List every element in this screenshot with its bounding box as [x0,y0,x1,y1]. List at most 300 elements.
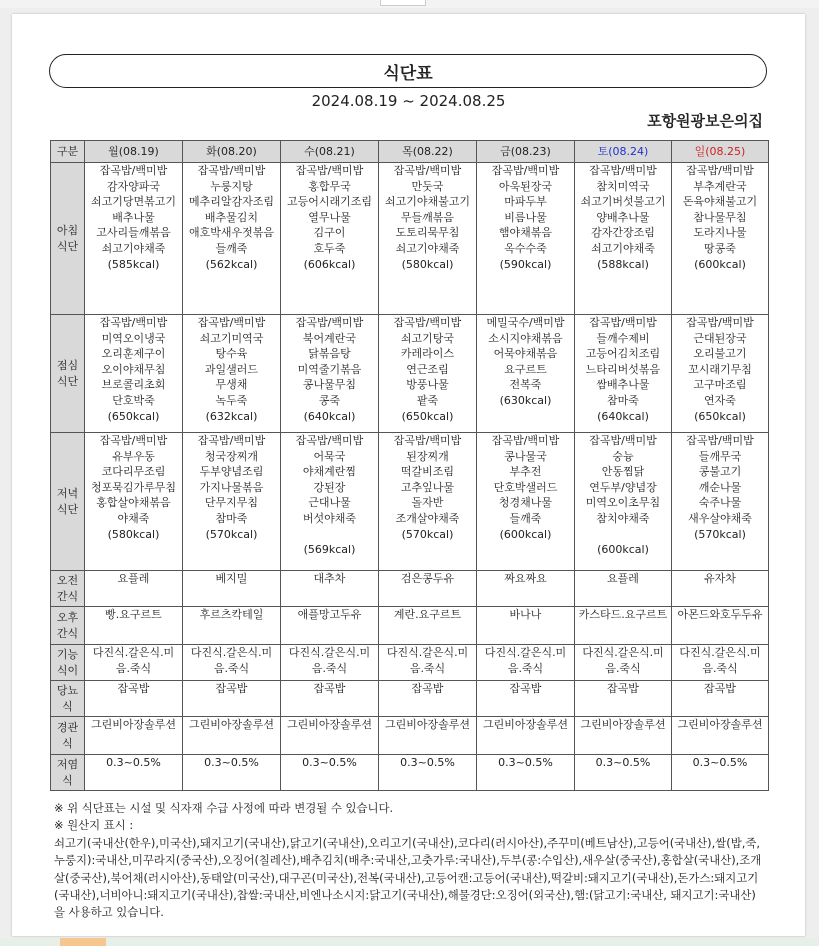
menu-cell [477,717,575,755]
menu-cell [379,717,477,755]
menu-item: 브로콜리초회 [101,378,166,392]
menu-cell [183,681,281,717]
menu-item: 다진식.갈은식.미음.죽식 [190,646,273,675]
menu-item: 홍합무국 [308,179,351,193]
menu-item: 꼬시래기무침 [688,362,752,376]
menu-item: 햄야채볶음 [498,226,553,240]
menu-cell [281,645,379,681]
menu-item: 어묵국 [313,449,346,463]
menu-item: 참나물무침 [693,210,747,224]
menu-cell [575,717,672,755]
menu-item: 숭늉 [612,449,634,463]
menu-item: 연자죽 [704,393,736,407]
menu-item: 들깨죽 [215,241,248,255]
menu-item: 도토리묵무침 [395,226,460,240]
menu-item: 잡곡밥/백미밥 [393,316,462,329]
menu-item: (600kcal) [694,257,746,271]
row-label [51,163,85,315]
menu-item: 그린비아장솔루션 [580,718,666,731]
menu-item: 잡곡밥 [313,682,346,695]
menu-cell [183,755,281,791]
menu-item: 다진식.갈은식.미음.죽식 [288,646,371,675]
menu-row [51,163,769,315]
menu-cell [575,433,672,571]
menu-item: 다진식.갈은식.미음.죽식 [484,646,567,675]
menu-item: 잡곡밥/백미밥 [99,434,168,447]
menu-item: 들깨무국 [698,449,742,463]
menu-item: 잡곡밥/백미밥 [295,164,364,177]
menu-item: 잡곡밥 [117,682,150,695]
menu-item: 고사리들깨볶음 [96,226,171,240]
menu-cell [281,717,379,755]
menu-cell [281,315,379,433]
menu-item: 0.3~0.5% [302,756,357,769]
menu-item: 0.3~0.5% [498,756,553,769]
menu-item: 잡곡밥/백미밥 [295,434,364,447]
menu-item: 옥수수죽 [504,241,547,255]
menu-item: 가지나물볶음 [199,480,264,494]
menu-cell [183,163,281,315]
row-label [51,571,85,607]
menu-item: 잡곡밥 [509,682,542,695]
menu-item: (650kcal) [401,409,454,423]
row-label [51,315,85,433]
menu-item: 참마죽 [607,393,639,407]
menu-item: 아욱된장국 [498,179,553,193]
menu-cell [575,607,672,645]
menu-item: 전복죽 [509,378,542,392]
menu-item: 단호박죽 [112,393,155,407]
menu-item: (650kcal) [107,409,160,423]
row-label-line: 식 [62,699,73,713]
menu-cell [281,571,379,607]
menu-item: 콩불고기 [698,465,742,479]
day-header-saturday: 토(08.24) [575,141,672,163]
menu-item: (650kcal) [694,409,746,423]
menu-item: 쇠고기야채죽 [395,241,460,255]
menu-item: 쇠고기당면볶고기 [90,195,176,209]
menu-item: 애호박새우젓볶음 [188,226,274,240]
menu-item: 후르츠칵테일 [199,608,264,621]
menu-item: 들깨수제비 [596,331,650,345]
menu-item: 양배추나물 [596,210,650,224]
note-origin-title: ※ 원산지 표시 : [54,818,134,833]
menu-item: 그린비아장솔루션 [482,718,568,731]
menu-item: (640kcal) [303,409,356,423]
menu-cell [379,315,477,433]
menu-cell [672,681,769,717]
menu-item: 그린비아장솔루션 [384,718,470,731]
menu-item: 감자양파국 [106,179,161,193]
menu-item: 녹두죽 [215,393,248,407]
menu-item: (630kcal) [499,393,552,407]
menu-item: 잡곡밥/백미밥 [393,164,462,177]
row-label-line: 오전 [56,573,79,587]
viewer-bottom-tab[interactable] [60,938,106,946]
menu-item: 0.3~0.5% [204,756,259,769]
row-label [51,607,85,645]
menu-cell [379,571,477,607]
menu-item: 잡곡밥/백미밥 [393,434,462,447]
menu-item: 바나나 [509,608,542,621]
menu-item: 근대된장국 [693,331,747,345]
menu-cell [281,681,379,717]
menu-item: (585kcal) [107,257,160,271]
menu-item: 다진식.갈은식.미음.죽식 [92,646,175,675]
menu-cell [672,645,769,681]
menu-cell [672,315,769,433]
menu-item: 조개살야채죽 [395,511,460,525]
menu-item: 아몬드와호두두유 [677,608,763,621]
menu-cell [85,163,183,315]
menu-item: 연두부/양념장 [589,480,657,494]
menu-cell [85,315,183,433]
menu-item: (570kcal) [694,527,746,541]
menu-item: 잡곡밥/백미밥 [686,316,754,329]
menu-item: 애플망고두유 [297,608,362,621]
menu-row [51,717,769,755]
menu-item: 방풍나물 [406,378,449,392]
row-label [51,433,85,571]
menu-item: (600kcal) [597,543,649,557]
menu-table [50,140,769,791]
menu-item: 쇠고기버섯불고기 [580,195,666,209]
row-label-line: 오후 [56,610,79,624]
row-label-line: 저녁 [56,486,79,500]
day-header: 수(08.21) [281,141,379,163]
document-page [12,14,805,936]
menu-item: 요구르트 [504,362,547,376]
menu-item: 0.3~0.5% [595,756,651,769]
menu-cell [477,645,575,681]
row-label-line: 식단 [56,239,79,253]
menu-item: 마파두부 [504,195,547,209]
menu-item: 0.3~0.5% [400,756,455,769]
menu-cell [85,755,183,791]
menu-row [51,755,769,791]
menu-item: 두부양념조림 [199,465,264,479]
menu-item: 열무나물 [308,210,351,224]
menu-item: (562kcal) [205,257,258,271]
menu-item: 부추전 [509,465,542,479]
menu-item: 안동찜닭 [601,465,645,479]
menu-cell [477,607,575,645]
menu-row [51,645,769,681]
menu-item [577,527,669,543]
menu-item: 오이야채무침 [101,362,166,376]
menu-item: (570kcal) [401,527,454,541]
menu-item: 청국장찌개 [204,449,259,463]
menu-cell [183,315,281,433]
menu-item: 만둣국 [411,179,444,193]
menu-item: 잡곡밥/백미밥 [99,316,168,329]
menu-cell [672,433,769,571]
day-header: 금(08.23) [477,141,575,163]
menu-cell [85,607,183,645]
note-change-notice: ※ 위 식단표는 시설 및 식자재 수급 사정에 따라 변경될 수 있습니다. [54,801,394,815]
menu-item: (580kcal) [107,527,160,541]
menu-cell [183,717,281,755]
menu-cell [672,163,769,315]
row-label-line: 간식 [56,626,79,640]
note-origin-details: 쇠고기(국내산(한우),미국산),돼지고기(국내산),닭고기(국내산),오리고기(국내산),코다리(러시아산),주꾸미(베트남산),고등어(국내산),쌀(밥,죽,누룽지):국내산,미꾸라지(중국산),오징어(칠레산),배추김치(배추:국내산,고춧가루:국내산),두부(콩:수입산),새우살(중국산),홍합살(국내산),조개살(중국산),북어채(러시아산),동태알(미국산),대구곤(미국산),전복(국내산),고등어캔:고등어(국내산),떡갈비:돼지고기(국내산),돈가스:돼지고기(국내산),너비아니:돼지고기(국내산),찹쌀:국내산,비엔나소시지:닭고기(국내산),해물경단:오징어(외국산),햄:(닭고기:국내산, 돼지고기:국내산)을 사용하고 있습니다. [54,835,762,920]
menu-cell [575,163,672,315]
header-row [51,141,769,163]
menu-item: 깨순나물 [698,480,742,494]
menu-cell [575,571,672,607]
menu-item: (640kcal) [597,409,649,423]
menu-item: 청포묵김가루무침 [90,480,176,494]
menu-row [51,433,769,571]
header-label: 구분 [51,141,85,163]
menu-item: 쇠고기야채불고기 [384,195,470,209]
day-header: 목(08.22) [379,141,477,163]
menu-item: (570kcal) [205,527,258,541]
menu-item: 잡곡밥/백미밥 [197,434,266,447]
menu-item: 메추리알감자조림 [188,195,274,209]
menu-item: 잡곡밥/백미밥 [589,316,657,329]
menu-item: 잡곡밥/백미밥 [491,434,560,447]
menu-item: 땅콩죽 [704,241,736,255]
menu-cell [575,681,672,717]
menu-item: 미역오이초무침 [585,496,661,510]
menu-item: 오리불고기 [693,347,747,361]
menu-item: 홍합살야채볶음 [96,496,171,510]
menu-cell [379,163,477,315]
day-header-sunday: 일(08.25) [672,141,769,163]
menu-item: 새우살야채죽 [688,511,752,525]
row-label-line: 경관 [56,720,79,734]
menu-item: 야채계란찜 [302,465,357,479]
menu-cell [379,433,477,571]
viewer-bottom-bar [0,938,819,946]
facility-name: 포항원광보은의집 [647,112,763,130]
menu-cell [183,571,281,607]
row-label-line: 식단 [56,502,79,516]
menu-item: 잡곡밥/백미밥 [295,316,364,329]
viewer-top-tab[interactable] [380,0,426,6]
menu-cell [477,755,575,791]
menu-item: 감자간장조림 [591,226,655,240]
menu-item: 0.3~0.5% [106,756,161,769]
day-header: 월(08.19) [85,141,183,163]
row-label-line: 간식 [56,589,79,603]
menu-item: 잡곡밥/백미밥 [686,434,754,447]
menu-cell [477,571,575,607]
menu-item: 콩나물무침 [302,378,357,392]
menu-cell [281,163,379,315]
date-range: 2024.08.19 ~ 2024.08.25 [311,92,506,110]
menu-item: 호두죽 [313,241,346,255]
menu-cell [575,755,672,791]
menu-item: 과일샐러드 [204,362,259,376]
menu-cell [672,571,769,607]
menu-item: 쇠고기야채죽 [591,241,655,255]
menu-item: 콩죽 [318,393,341,407]
menu-item: 버섯야채죽 [302,511,357,525]
menu-cell [85,571,183,607]
menu-item: 된장찌개 [406,449,449,463]
menu-item: (606kcal) [303,257,356,271]
menu-item: 미역줄기볶음 [297,362,362,376]
menu-item: 그린비아장솔루션 [188,718,274,731]
menu-cell [379,645,477,681]
menu-item: 베지밀 [215,572,248,585]
menu-item: 요플레 [607,572,639,585]
menu-item: 단무지무침 [204,496,259,510]
row-label-line: 기능 [56,647,79,661]
menu-item: 어묵야채볶음 [493,347,558,361]
menu-row [51,571,769,607]
menu-item: 0.3~0.5% [692,756,748,769]
menu-item: 다진식.갈은식.미음.죽식 [386,646,469,675]
menu-item: (600kcal) [499,527,552,541]
day-header: 화(08.20) [183,141,281,163]
menu-item: 쌈배추나물 [596,378,650,392]
menu-item: 들깨죽 [509,511,542,525]
menu-cell [575,645,672,681]
menu-item: 대추차 [313,572,346,585]
menu-item: 잡곡밥/백미밥 [589,164,657,177]
menu-item: 돈육야채불고기 [682,195,758,209]
row-label-line: 식단 [56,374,79,388]
menu-cell [281,607,379,645]
menu-item: 카스타드.요구르트 [578,608,668,621]
menu-item: (588kcal) [597,257,649,271]
menu-item: 쇠고기탕국 [400,331,455,345]
menu-cell [477,315,575,433]
menu-item: 다진식.갈은식.미음.죽식 [679,646,761,675]
menu-item [283,527,376,543]
menu-item: 다진식.갈은식.미음.죽식 [582,646,664,675]
menu-item: 배추나물 [112,210,155,224]
menu-item: 고등어김치조림 [585,347,661,361]
row-label-line: 당뇨 [56,683,79,697]
menu-cell [575,315,672,433]
menu-item: 북어계란국 [302,331,357,345]
menu-item: 오리훈제구이 [101,347,166,361]
menu-item: 그린비아장솔루션 [286,718,372,731]
menu-item: 도라지나물 [693,226,747,240]
menu-cell [183,433,281,571]
menu-cell [672,607,769,645]
menu-item: 잡곡밥/백미밥 [99,164,168,177]
menu-item: (569kcal) [303,543,356,557]
menu-item: 미역오이냉국 [101,331,166,345]
menu-item: 연근조림 [406,362,449,376]
menu-item: 유자차 [704,572,736,585]
menu-item: 강된장 [313,480,346,494]
row-label-line: 저염 [56,757,79,771]
menu-item: 누룽지탕 [210,179,253,193]
menu-item: 떡갈비조림 [400,465,455,479]
menu-item: 고등어시래기조림 [286,195,372,209]
menu-item: 콩나물국 [504,449,547,463]
menu-item: 단호박샐러드 [493,480,558,494]
menu-item: 잡곡밥/백미밥 [686,164,754,177]
menu-cell [672,755,769,791]
menu-item: 코다리무조림 [101,465,166,479]
row-label-line: 식 [62,773,73,787]
menu-cell [477,163,575,315]
menu-item: 검은콩두유 [400,572,455,585]
menu-item: (632kcal) [205,409,258,423]
row-label [51,645,85,681]
menu-cell [85,717,183,755]
menu-cell [183,645,281,681]
menu-item: 고추잎나물 [400,480,455,494]
menu-cell [477,681,575,717]
menu-item: 잡곡밥/백미밥 [491,164,560,177]
menu-cell [379,681,477,717]
menu-item: 느타리버섯볶음 [585,362,661,376]
menu-cell [672,717,769,755]
menu-row [51,607,769,645]
menu-item: 고구마조림 [693,378,747,392]
row-label [51,755,85,791]
menu-item: 쇠고기야채죽 [101,241,166,255]
menu-item: 빵.요구르트 [105,608,162,621]
menu-item: 근대나물 [308,496,351,510]
menu-item: 참치야채죽 [596,511,650,525]
row-label-line: 아침 [56,223,79,237]
menu-item: 잡곡밥 [607,682,639,695]
menu-item: 그린비아장솔루션 [90,718,176,731]
menu-item: 요플레 [117,572,150,585]
menu-cell [85,433,183,571]
menu-item: 잡곡밥 [411,682,444,695]
row-label-line: 식 [62,736,73,750]
menu-item: 유부우동 [112,449,155,463]
menu-item: (580kcal) [401,257,454,271]
menu-row [51,681,769,717]
menu-item: 잡곡밥 [704,682,736,695]
menu-cell [379,607,477,645]
menu-item: 돌자반 [411,496,444,510]
menu-item: 그린비아장솔루션 [677,718,763,731]
menu-cell [477,433,575,571]
row-label-line: 점심 [56,358,79,372]
notes [54,800,766,922]
menu-item: 참마죽 [215,511,248,525]
menu-item: 닭볶음탕 [308,347,351,361]
menu-cell [183,607,281,645]
menu-item: 참치미역국 [596,179,650,193]
menu-item: 배추물김치 [204,210,259,224]
menu-item: 비름나물 [504,210,547,224]
menu-item: 계란.요구르트 [393,608,462,621]
row-label-line: 식이 [56,663,79,677]
menu-item: 무생채 [215,378,248,392]
page-title: 식단표 [49,54,767,88]
menu-item: (590kcal) [499,257,552,271]
menu-item: 소시지야채볶음 [488,331,563,345]
menu-item: 짜요짜요 [504,572,547,585]
menu-cell [281,433,379,571]
menu-item: 무들깨볶음 [400,210,455,224]
menu-item: 팥죽 [416,393,439,407]
menu-item: 숙주나물 [698,496,742,510]
menu-item: 탕수육 [215,347,248,361]
menu-item: 메밀국수/백미밥 [486,316,565,329]
menu-cell [85,645,183,681]
menu-item: 잡곡밥/백미밥 [197,164,266,177]
menu-item: 김구이 [313,226,346,240]
menu-item: 카레라이스 [400,347,455,361]
menu-item: 잡곡밥/백미밥 [197,316,266,329]
menu-item: 잡곡밥/백미밥 [589,434,657,447]
menu-row [51,315,769,433]
